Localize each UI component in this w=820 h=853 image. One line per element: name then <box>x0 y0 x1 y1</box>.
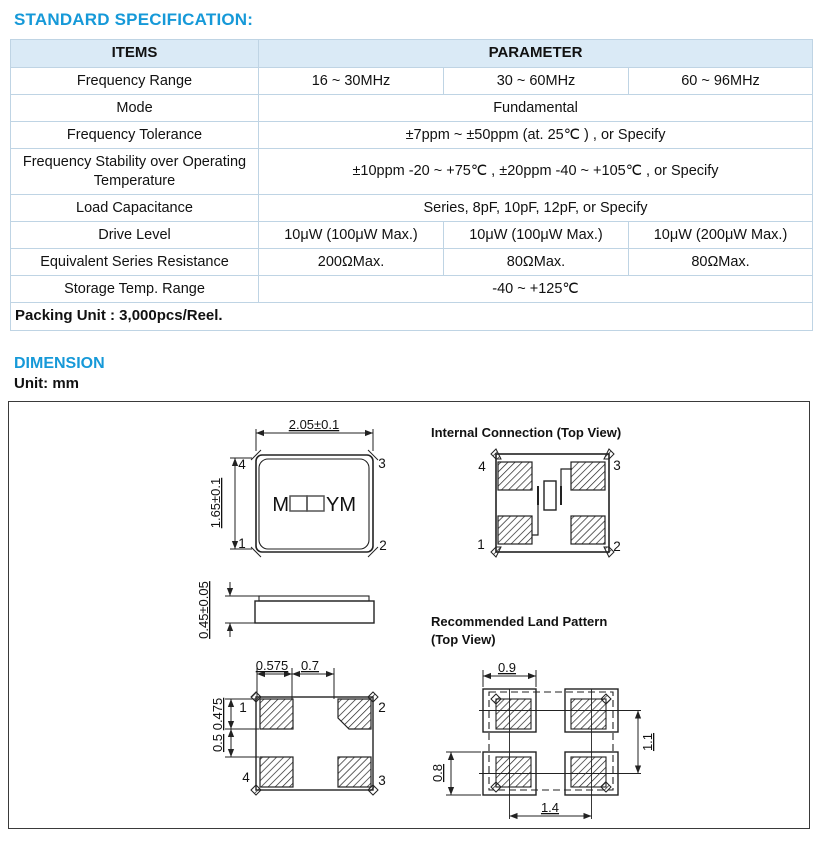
pin-label-1: 1 <box>477 536 485 552</box>
pad <box>571 516 605 544</box>
pad <box>571 757 606 787</box>
spec-table <box>10 39 813 331</box>
value-cell: Series, 8pF, 10pF, 12pF, or Specify <box>259 194 813 221</box>
marking-prefix: M <box>272 493 289 516</box>
value-cell: 10μW (100μW Max.) <box>444 221 629 248</box>
dim-pitch-horizontal: 1.4 <box>540 799 560 815</box>
value-cell: ±7ppm ~ ±50ppm (at. 25℃ ) , or Specify <box>259 122 813 149</box>
value-cell: 60 ~ 96MHz <box>629 68 813 95</box>
spec-row-esr <box>11 248 813 275</box>
pin-label-1: 1 <box>238 535 246 551</box>
spec-row-frequency-tolerance <box>11 122 813 149</box>
value-cell: 80ΩMax. <box>629 248 813 275</box>
value-cell: 10μW (200μW Max.) <box>629 221 813 248</box>
spec-row-packing-unit <box>11 303 813 331</box>
pin-label-2: 2 <box>378 699 386 715</box>
pad <box>260 757 293 787</box>
item-label: Drive Level <box>11 221 259 248</box>
item-label: Frequency Stability over Operating Temperature <box>11 149 259 194</box>
value-cell: 200ΩMax. <box>259 248 444 275</box>
pad <box>498 516 532 544</box>
pad <box>571 699 606 729</box>
dim-pad-gap-h: 0.7 <box>300 657 320 673</box>
spec-header-row <box>11 40 813 68</box>
dim-pad-offset: 0.575 <box>255 657 289 673</box>
spec-row-frequency-stability <box>11 149 813 194</box>
spec-row-drive-level <box>11 221 813 248</box>
package-top-view <box>208 417 387 557</box>
pad <box>260 699 293 729</box>
pin-label-2: 2 <box>379 537 387 553</box>
value-cell: 30 ~ 60MHz <box>444 68 629 95</box>
pin-label-3: 3 <box>378 772 386 788</box>
header-parameter: PARAMETER <box>259 40 813 68</box>
dim-land-width: 0.9 <box>497 659 517 675</box>
pin-label-4: 4 <box>242 769 250 785</box>
item-label: Equivalent Series Resistance <box>11 248 259 275</box>
item-label: Load Capacitance <box>11 194 259 221</box>
marking-datecode-box <box>307 496 324 511</box>
item-label: Storage Temp. Range <box>11 276 259 303</box>
spec-row-mode <box>11 95 813 122</box>
dim-package-width: 2.05±0.1 <box>288 416 340 432</box>
land-pattern-title-line1: Recommended Land Pattern <box>431 613 608 629</box>
pin-label-4: 4 <box>238 456 246 472</box>
side-view <box>196 581 374 639</box>
land-pattern-title-line2: (Top View) <box>431 631 496 647</box>
value-cell: 16 ~ 30MHz <box>259 68 444 95</box>
crystal-symbol <box>532 469 572 535</box>
header-items: ITEMS <box>11 40 259 68</box>
pad <box>338 757 371 787</box>
pin-label-1: 1 <box>239 699 247 715</box>
pad <box>338 699 371 729</box>
pad <box>496 699 531 729</box>
spec-row-storage-temp <box>11 276 813 303</box>
pad <box>571 462 605 490</box>
spec-section-heading: STANDARD SPECIFICATION: <box>14 10 254 29</box>
value-cell: 10μW (100μW Max.) <box>259 221 444 248</box>
unit-label: Unit: mm <box>14 374 79 392</box>
land-pattern-diagram <box>430 614 655 819</box>
pin-label-3: 3 <box>378 455 386 471</box>
pin-label-2: 2 <box>613 538 621 554</box>
dimension-section-heading: DIMENSION <box>14 354 105 372</box>
pad <box>496 757 531 787</box>
dim-package-height: 1.65±0.1 <box>208 477 223 529</box>
spec-row-load-capacitance <box>11 194 813 221</box>
item-label: Mode <box>11 95 259 122</box>
dim-pad-gap-v: 0.5 <box>210 733 225 752</box>
spec-row-frequency-range <box>11 68 813 95</box>
pin-label-3: 3 <box>613 457 621 473</box>
dimension-drawing-box <box>8 401 810 829</box>
value-cell: ±10ppm -20 ~ +75℃ , ±20ppm -40 ~ +105℃ , or Specify <box>259 149 813 194</box>
dim-thickness: 0.45±0.05 <box>196 581 211 639</box>
internal-connection-diagram <box>431 425 621 557</box>
pad <box>498 462 532 490</box>
internal-connection-title: Internal Connection (Top View) <box>431 424 622 440</box>
pin-label-4: 4 <box>478 458 486 474</box>
dim-land-height: 0.8 <box>430 763 445 782</box>
value-cell: 80ΩMax. <box>444 248 629 275</box>
marking-suffix: YM <box>326 493 356 516</box>
marking-datecode-box <box>290 496 307 511</box>
packing-unit-note: Packing Unit : 3,000pcs/Reel. <box>11 303 813 331</box>
dim-pitch-vertical: 1.1 <box>640 732 655 751</box>
dimension-drawing <box>9 402 809 828</box>
value-cell: -40 ~ +125℃ <box>259 276 813 303</box>
dim-pad-height: 0.475 <box>210 697 225 731</box>
item-label: Frequency Tolerance <box>11 122 259 149</box>
item-label: Frequency Range <box>11 68 259 95</box>
package-bottom-view <box>210 658 386 795</box>
value-cell: Fundamental <box>259 95 813 122</box>
